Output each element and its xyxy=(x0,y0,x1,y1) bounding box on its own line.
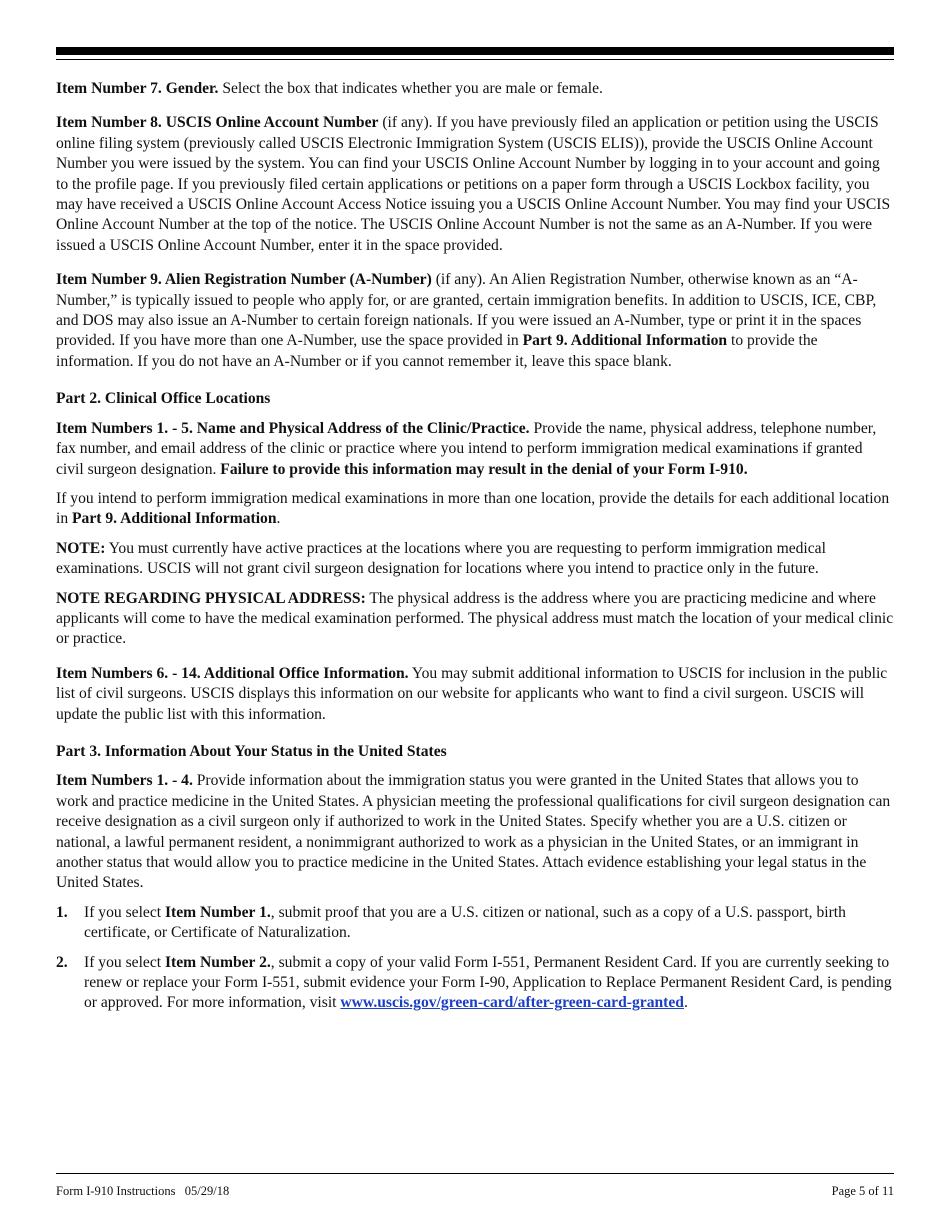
additional-location-text: If you intend to perform immigration medical examinations in more than one location, provide the details for each additional location in xyxy=(56,489,890,528)
list-item xyxy=(56,903,894,944)
part2-items6-14-heading: Item Numbers 6. - 14. Additional Office Information. xyxy=(56,664,409,682)
item8-qualifier: (if any) xyxy=(378,114,429,132)
part2-items1-5-paragraph xyxy=(56,419,894,480)
list-item-number: 1. xyxy=(56,903,68,921)
item9-qualifier: (if any) xyxy=(431,271,483,289)
item9-paragraph xyxy=(56,270,894,372)
list-item-body: , submit a copy of your valid Form I-551, Permanent Resident Card. If you are currently seeking to renew or replace your Form I-551, submit evidence your Form I-90, Application to Replace Permanent Resident Card, is pending or approved. For more information, visit xyxy=(84,953,892,1012)
list-item-pre: If you select xyxy=(84,953,165,971)
item9-text-1: . An Alien Registration Number, otherwise known as an “A-Number,” is typically issued to people who apply for, or are granted, certain immigration benefits. In addition to USCIS, ICE, CBP, and DOS may also issue an A-Number to certain foreign nationals. If you were issued an A-Number, type or print it in the spaces provided. If you have more than one A-Number, use the space provided in xyxy=(56,271,877,350)
part2-items1-5-warning: Failure to provide this information may result in the denial of your Form I-910. xyxy=(220,460,748,478)
part3-items1-4-heading: Item Numbers 1. - 4. xyxy=(56,772,193,790)
footer-rule xyxy=(56,1173,894,1174)
item8-text: . If you have previously filed an application or petition using the USCIS online filing system (previously called USCIS Electronic Immigration System (USCIS ELIS)), provide the USCIS Online Account Number you were issued by the system. You can find your USCIS Online Account Number by logging in to your account and going to the profile page. If you previously filed certain applications or petitions on a paper form through a USCIS Lockbox facility, you may have received a USCIS Online Account Access Notice issuing you a USCIS Online Account Number. You may find your USCIS Online Account Number at the top of the notice. The USCIS Online Account Number is not the same as an A-Number. If you were issued a USCIS Online Account Number, enter it in the space provided. xyxy=(56,114,891,254)
item9-heading: Item Number 9. Alien Registration Number (A-Number) xyxy=(56,271,432,289)
item7-paragraph xyxy=(56,79,894,99)
part3-items1-4-text: Provide information about the immigration status you were granted in the United States that allows you to work and practice medicine in the United States. A physician meeting the professional qualifications for civil surgeon designation can receive designation as a civil surgeon only if authorized to work in the United States. Specify whether you are a U.S. citizen or national, a lawful permanent resident, a nonimmigrant authorized to work as a physician in the United States, or an immigrant in another status that would allow you to practice medicine in the United States. Attach evidence establishing your legal status in the United States. xyxy=(56,772,891,892)
header-thick-rule xyxy=(56,47,894,55)
footer-page-number: Page 5 of 11 xyxy=(831,1184,894,1198)
note-address-paragraph xyxy=(56,589,894,650)
part3-title-text: Part 3. Information About Your Status in the United States xyxy=(56,742,447,760)
header-thin-rule xyxy=(56,59,894,60)
list-item-text xyxy=(84,903,894,944)
list-item-bold: Item Number 1. xyxy=(164,903,271,921)
note-text: You must currently have active practices at the locations where you are requesting to perform immigration medical examinations. USCIS will not grant civil surgeon designation for locations where you intend to practice only in the future. xyxy=(56,539,826,578)
part2-items1-5-heading: Item Numbers 1. - 5. Name and Physical Address of the Clinic/Practice. xyxy=(56,419,530,437)
part2-items1-5-text: Provide the name, physical address, telephone number, fax number, and email address of the clinic or practice where you intend to perform immigration medical examinations if granted civil surgeon designation. xyxy=(56,419,877,478)
additional-location-ref: Part 9. Additional Information xyxy=(72,510,277,528)
item7-text: Select the box that indicates whether you are male or female. xyxy=(218,80,603,97)
additional-location-paragraph xyxy=(56,489,894,530)
additional-location-end: . xyxy=(276,510,281,528)
list-item-pre: If you select xyxy=(84,903,165,921)
note-label: NOTE: xyxy=(56,539,106,557)
part2-title-text: Part 2. Clinical Office Locations xyxy=(56,390,271,408)
item8-heading: Item Number 8. USCIS Online Account Number xyxy=(56,114,379,132)
list-item-text xyxy=(84,953,894,1014)
note-address-text: The physical address is the address where you are practicing medicine and where applicants will come to have the medical examination performed. The physical address must match the location of your medical clinic or practice. xyxy=(56,589,894,648)
item7-heading: Item Number 7. Gender. xyxy=(56,80,219,97)
part2-items6-14-text: You may submit additional information to USCIS for inclusion in the public list of civil surgeons. USCIS displays this information on our website for applicants who want to find a civil surgeon. USCIS will update the public list with this information. xyxy=(56,664,888,723)
list-item-body: , submit proof that you are a U.S. citizen or national, such as a copy of a U.S. passport, birth certificate, or Certificate of Naturalization. xyxy=(84,903,846,942)
note-paragraph xyxy=(56,539,894,580)
note-address-label: NOTE REGARDING PHYSICAL ADDRESS: xyxy=(56,589,366,607)
list-item xyxy=(56,953,894,1014)
list-item-end: . xyxy=(683,994,688,1012)
footer-form-id: Form I-910 Instructions 05/29/18 xyxy=(56,1184,230,1198)
instructions-body xyxy=(56,79,894,1014)
part3-title xyxy=(56,742,894,762)
item9-ref: Part 9. Additional Information xyxy=(522,332,728,350)
list-item-bold: Item Number 2. xyxy=(164,953,271,971)
green-card-link[interactable]: www.uscis.gov/green-card/after-green-card-granted xyxy=(340,994,684,1012)
list-item-number: 2. xyxy=(56,953,68,971)
part3-items1-4-paragraph xyxy=(56,771,894,893)
item8-paragraph xyxy=(56,113,894,256)
item9-text-2: to provide the information. If you do not have an A-Number or if you cannot remember it, leave this space blank. xyxy=(56,332,818,370)
part2-items6-14-paragraph xyxy=(56,664,894,725)
part2-title xyxy=(56,389,894,409)
